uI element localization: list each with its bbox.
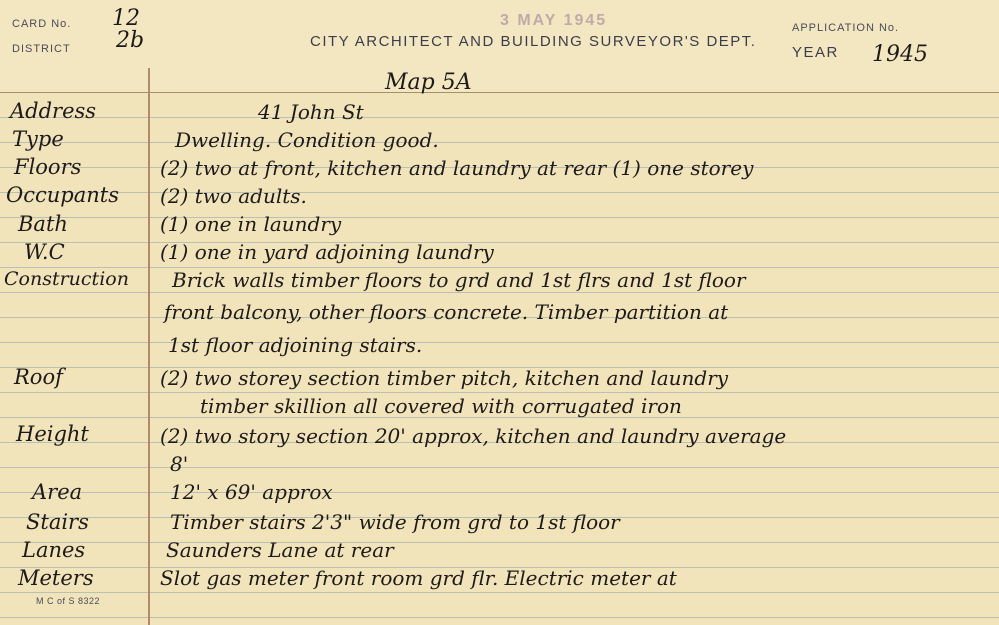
field-value-construction-3: 1st floor adjoining stairs. <box>168 333 423 357</box>
field-value-address: 41 John St <box>258 100 364 124</box>
year-label: YEAR <box>792 44 839 61</box>
field-value-construction-2: front balcony, other floors concrete. Timber partition at <box>164 300 729 324</box>
date-stamp: 3 MAY 1945 <box>500 12 608 29</box>
margin-rule <box>148 68 150 625</box>
field-label-stairs: Stairs <box>26 510 89 534</box>
field-label-type: Type <box>12 127 64 151</box>
form-code: M C of S 8322 <box>36 596 101 606</box>
field-label-roof: Roof <box>14 365 63 389</box>
district-value: 2b <box>116 28 145 53</box>
field-value-wc: (1) one in yard adjoining laundry <box>160 240 494 264</box>
field-value-meters: Slot gas meter front room grd flr. Electric meter at <box>160 566 677 590</box>
map-reference: Map 5A <box>385 70 472 95</box>
field-value-roof-2: timber skillion all covered with corrugated iron <box>200 394 682 418</box>
card-no-value: 12 <box>112 6 140 31</box>
field-label-lanes: Lanes <box>22 538 86 562</box>
field-label-address: Address <box>10 99 97 123</box>
field-value-occupants: (2) two adults. <box>160 184 307 208</box>
field-value-bath: (1) one in laundry <box>160 212 342 236</box>
field-value-height-2: 8' <box>170 452 189 476</box>
field-value-lanes: Saunders Lane at rear <box>166 538 394 562</box>
field-value-floors: (2) two at front, kitchen and laundry at rear (1) one storey <box>160 156 754 180</box>
field-label-bath: Bath <box>18 212 68 236</box>
card-no-label: CARD No. <box>12 18 72 30</box>
field-label-area: Area <box>32 480 83 504</box>
field-label-construction: Construction <box>4 268 129 290</box>
field-label-wc: W.C <box>24 240 65 264</box>
field-label-meters: Meters <box>18 566 94 590</box>
field-value-area: 12' x 69' approx <box>170 480 333 504</box>
field-value-height-1: (2) two story section 20' approx, kitchen and laundry average <box>160 424 787 448</box>
field-value-roof-1: (2) two storey section timber pitch, kitchen and laundry <box>160 366 729 390</box>
field-label-height: Height <box>16 422 89 446</box>
field-value-type: Dwelling. Condition good. <box>175 128 439 152</box>
department-title: CITY ARCHITECT AND BUILDING SURVEYOR'S DEPT. <box>310 33 757 50</box>
field-label-floors: Floors <box>14 155 82 179</box>
district-label: DISTRICT <box>12 43 71 55</box>
field-label-occupants: Occupants <box>6 183 119 207</box>
year-value: 1945 <box>872 42 928 67</box>
field-value-construction-1: Brick walls timber floors to grd and 1st flrs and 1st floor <box>172 268 746 292</box>
application-label: APPLICATION No. <box>792 22 900 34</box>
field-value-stairs: Timber stairs 2'3" wide from grd to 1st floor <box>170 510 620 534</box>
